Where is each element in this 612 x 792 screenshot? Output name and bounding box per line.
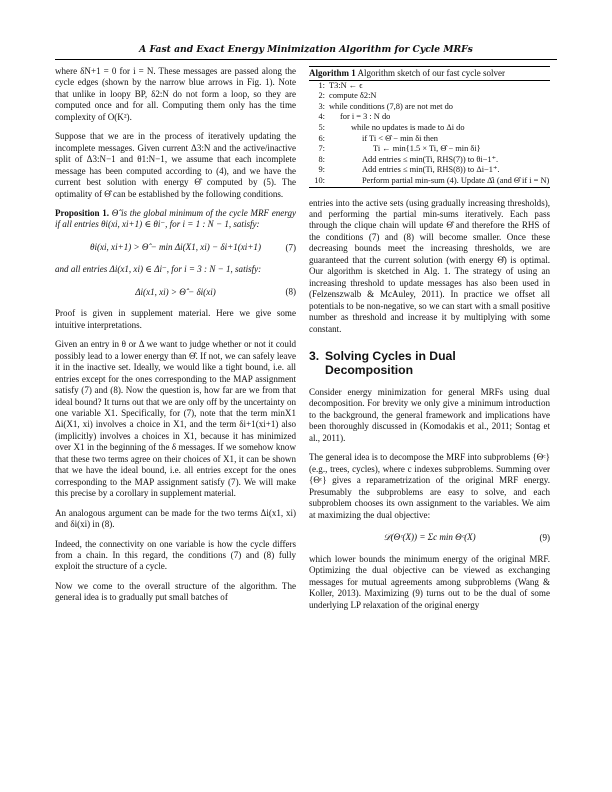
equation-8: [55, 283, 296, 301]
algorithm-line: [309, 144, 550, 155]
algorithm-line-text: Perform partial min-sum (4). Update Δ̂i (and Θ̂ if i = N): [362, 175, 550, 185]
algorithm-line: [309, 102, 550, 113]
paragraph: Consider energy minimization for general MRFs using dual decomposition. For brevity we only give a minimum introduction to the background, the general framework and implications have been thoroughly discussed in (Komodakis et al., 2011; Sontag et al., 2011).: [309, 386, 550, 443]
algorithm-line: [309, 155, 550, 166]
algorithm-line-text: while conditions (7,8) are not met do: [329, 101, 453, 111]
algorithm-line-number: 6:: [318, 133, 325, 143]
proposition-label: Proposition 1.: [55, 207, 110, 218]
algorithm-box: [309, 66, 550, 188]
paragraph: Suppose that we are in the process of iteratively updating the incomplete messages. Given current Δ3:N and the active/inactive split of Δ3:N−1 and θ1:N−1, we assume that each incomplete message has been computed according to (4), and we have the current best solution with energy Θ̂ computed by (5). The optimality of Θ̂ can be established by the following conditions.: [55, 131, 296, 199]
algorithm-line-number: 8:: [318, 154, 325, 164]
algorithm-caption: Algorithm sketch of our fast cycle solver: [357, 68, 505, 78]
paragraph: The general idea is to decompose the MRF into subproblems {Θᶜ} (e.g., trees, cycles), where c indexes subproblems. Summing over {Θᶜ} gives a reparametrization of the original MRF energy. Presumably the subproblems are easy to solve, and each subproblem chooses its own assignment to the variables. We aim at maximizing the dual objective:: [309, 452, 550, 520]
proposition-text: and all entries Δi(x1, xi) ∈ Δi⁻, for i = 3 : N − 1, satisfy:: [55, 263, 262, 274]
algorithm-line-text: for i = 3 : N do: [340, 112, 391, 122]
equation-number: (8): [285, 286, 296, 297]
algorithm-line-text: T3:N ← ϵ: [329, 80, 363, 90]
algorithm-line-text: compute δ2:N: [329, 91, 377, 101]
equation-number: (9): [539, 532, 550, 543]
equation-body: 𝒟(Θᶜ(X)) = Σc min Θᶜ(X): [383, 532, 476, 543]
algorithm-line-number: 7:: [318, 144, 325, 154]
paragraph: An analogous argument can be made for the two terms Δi(x1, xi) and δi(xi) in (8).: [55, 507, 296, 530]
algorithm-line-text: Ti ← min{1.5 × Ti, Θ̂ − min δi}: [373, 144, 481, 154]
algorithm-line-number: 2:: [318, 91, 325, 101]
algorithm-line: [309, 176, 550, 187]
paragraph: Now we come to the overall structure of the algorithm. The general idea is to gradually put small batches of: [55, 580, 296, 603]
right-column: [309, 66, 550, 619]
algorithm-line-number: 5:: [318, 122, 325, 132]
equation-number: (7): [285, 242, 296, 253]
paragraph: where δN+1 = 0 for i = N. These messages are passed along the cycle edges (shown by the narrow blue arrows in Fig. 1). Note that unlike in loopy BP, δ2:N do not form a loop, so they are computed once and for all. Computing them only has the time complexity of O(K²).: [55, 66, 296, 122]
algorithm-line: [309, 134, 550, 145]
algorithm-label: Algorithm 1: [309, 68, 356, 78]
algorithm-line-number: 10:: [314, 175, 325, 185]
running-header: A Fast and Exact Energy Minimization Algorithm for Cycle MRFs: [55, 44, 557, 60]
proposition-text: Θ̂ is the global minimum of the cycle MRF energy if all entries θi(xi, xi+1) ∈ θi⁻, for i = 1 : N − 1, satisfy:: [55, 207, 296, 230]
paragraph: entries into the active sets (using gradually increasing thresholds), and performing the partial min-sums iteratively. Each pass through the clique chain will update Θ̂ and therefore the RHS of the conditions (7) and (8) will become smaller. Once these decreasing bounds meet the increasing thresholds, we are guaranteed that the current solution (with energy Θ̂) is optimal. Our algorithm is sketched in Alg. 1. The strategy of using an increasing threshold to update messages has also been used in (Felzenszwalb & McAuley, 2011). In practice we offset all potentials to be non-negative, so we can start with a small positive number as threshold and increase it by multiplying with some constant.: [309, 197, 550, 334]
equation-body: θi(xi, xi+1) > Θ̂ − min Δi(X1, xi) − δi+1(xi+1): [90, 242, 261, 253]
paragraph: Indeed, the connectivity on one variable is how the cycle differs from a chain. In this regard, the conditions (7) and (8) fully exploit the structure of a cycle.: [55, 538, 296, 572]
algorithm-line-text: while no updates is made to Δi do: [351, 122, 465, 132]
paragraph: Proof is given in supplement material. Here we give some intuitive interpretations.: [55, 308, 296, 330]
algorithm-line-text: Add entries ≤ min(Ti, RHS(7)) to θi−1⁺.: [362, 154, 499, 164]
algorithm-line-number: 9:: [318, 165, 325, 175]
algorithm-lines: [309, 81, 550, 187]
paragraph: which lower bounds the minimum energy of the original MRF. Optimizing the dual objective can be viewed as exchanging messages for mutual agreements among subproblems (Wang & Koller, 2013). Maximizing (9) turns out to be the dual of some underlying LP relaxation of the original energy: [309, 553, 550, 610]
algorithm-line-number: 4:: [318, 112, 325, 122]
paragraph: Given an entry in θ or Δ we want to judge whether or not it could possibly lead to a lower energy than Θ̂. If not, we can safely leave it in the inactive set. Ideally, we would like a tight bound, i.e. all entries except for the ones corresponding to the MAP assignment satisfy (7) and (8). Now the question is, how far are we from that ideal bound? It turns out that we are only off by the uncertainty on one variable X1. Specifically, for (7), note that the term minX1 Δi(X1, xi) involves a choice in X1, and the term δi+1(xi+1) also (implicitly) involves a choices in X1, because it has minimized over X1 in the beginning of the δ messages. If we somehow know that these two terms agree on their choices of X1, it can be shown that we have the ideal bound, i.e. all entries except for the ones corresponding to the MAP assignment satisfy (7). We will make this precise by a corollary in supplement material.: [55, 339, 296, 499]
section-title-line2: Decomposition: [325, 362, 414, 377]
algorithm-line: [309, 123, 550, 134]
equation-body: Δi(x1, xi) > Θ̂ − δi(xi): [135, 286, 216, 297]
algorithm-line-number: 1:: [318, 80, 325, 90]
algorithm-title: [309, 67, 550, 81]
section-title-line1: Solving Cycles in Dual: [325, 348, 456, 363]
left-column: [55, 66, 296, 612]
equation-7: [55, 239, 296, 257]
section-heading: [309, 349, 550, 377]
algorithm-line-text: if Ti < Θ̂ − min δi then: [362, 133, 438, 143]
algorithm-line: [309, 81, 550, 92]
algorithm-line-number: 3:: [318, 101, 325, 111]
algorithm-line-text: Add entries ≤ min(Ti, RHS(8)) to Δi−1⁺.: [362, 165, 500, 175]
section-number: 3.: [309, 348, 320, 363]
algorithm-line: [309, 91, 550, 102]
equation-9: [309, 529, 550, 547]
algorithm-line: [309, 112, 550, 123]
proposition: [55, 208, 296, 231]
algorithm-line: [309, 165, 550, 176]
